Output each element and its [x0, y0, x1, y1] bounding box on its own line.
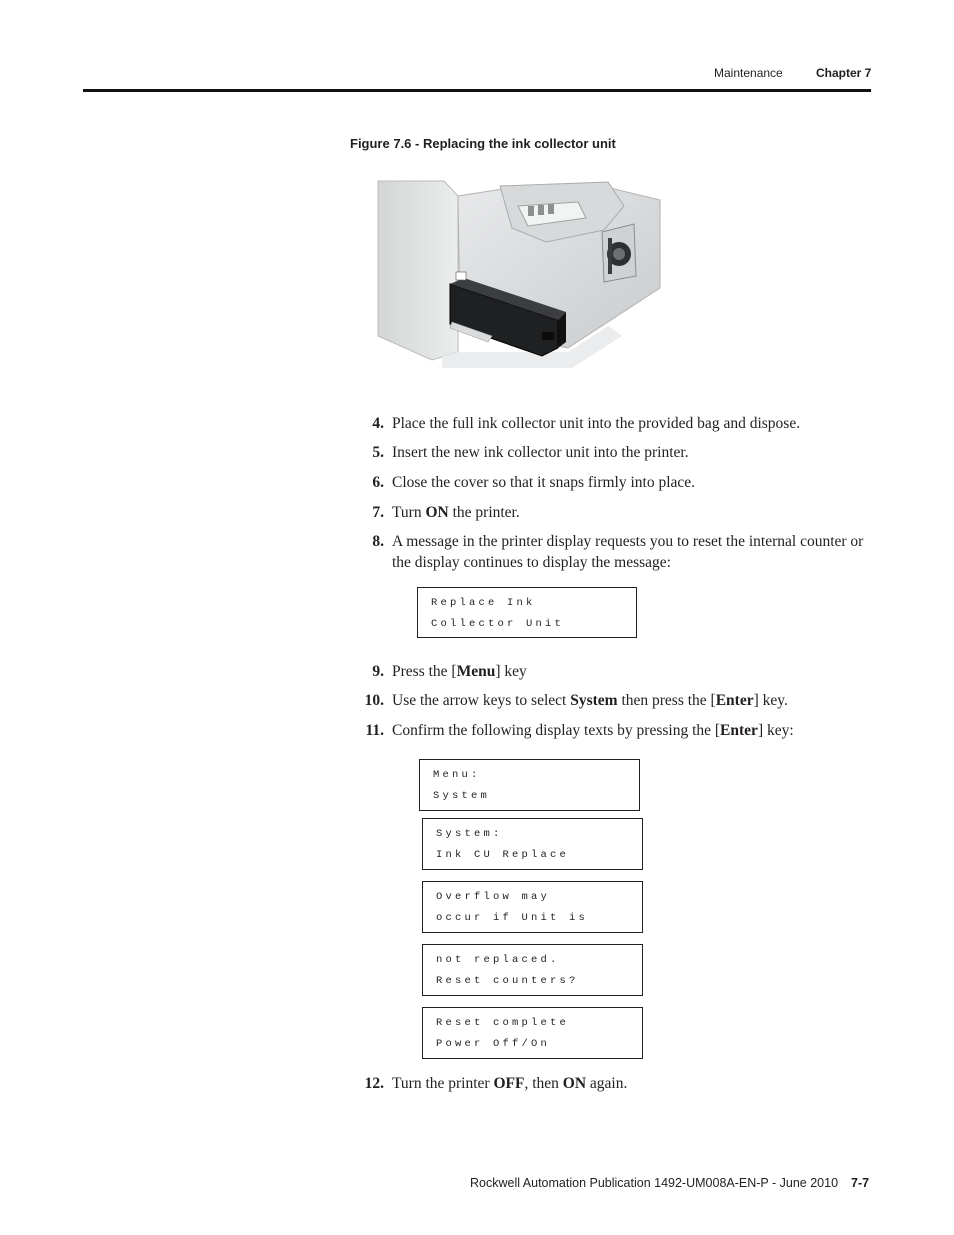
step-text-run: A message in the printer display requests you to reset the internal counter or the display continues to display the message:: [392, 533, 864, 571]
figure-caption: Figure 7.6 - Replacing the ink collector unit: [350, 136, 616, 151]
display-ink-cu-replace: [422, 818, 643, 870]
display-overflow-warning: [422, 881, 643, 933]
step-text: [392, 690, 870, 711]
bold-keyword: System: [570, 692, 618, 709]
page-number: 7-7: [851, 1176, 870, 1190]
step-text: [392, 661, 870, 682]
step-11: [365, 720, 870, 741]
step-text: [392, 413, 870, 434]
step-10: [364, 690, 870, 711]
step-5: [372, 442, 870, 463]
step-text: [392, 1073, 870, 1094]
display-reset-complete: [422, 1007, 643, 1059]
printer-ink-collector-photo: [372, 176, 668, 376]
display-line-2: Reset counters?: [436, 975, 579, 987]
step-number: 5.: [372, 444, 384, 461]
step-7: [372, 502, 870, 523]
step-text-run: Place the full ink collector unit into the provided bag and dispose.: [392, 415, 801, 432]
step-text: [392, 531, 870, 573]
step-text-run: Insert the new ink collector unit into the printer.: [392, 444, 689, 461]
step-4: [372, 413, 870, 434]
bold-keyword: Enter: [720, 722, 758, 739]
step-text-run: Confirm the following display texts by pressing the [: [392, 722, 721, 739]
step-number: 6.: [372, 474, 384, 491]
display-line-2: Ink CU Replace: [436, 849, 570, 861]
step-8: [372, 531, 870, 573]
display-line-2: occur if Unit is: [436, 912, 589, 924]
bold-keyword: Enter: [715, 692, 754, 709]
display-line-1: not replaced.: [436, 954, 560, 966]
display-line-2: Collector Unit: [431, 618, 565, 630]
step-text-run: ] key.: [753, 692, 788, 709]
bold-keyword: ON: [562, 1075, 587, 1092]
display-menu-system: [419, 759, 640, 811]
step-number: 7.: [372, 504, 384, 521]
step-number: 4.: [372, 415, 384, 432]
display-line-1: Reset complete: [436, 1017, 570, 1029]
bold-keyword: OFF: [493, 1075, 525, 1092]
header-rule: [83, 89, 871, 92]
display-line-2: System: [433, 790, 491, 802]
bold-keyword: Menu: [456, 663, 496, 680]
step-text-run: Turn the printer: [392, 1075, 494, 1092]
step-9: [372, 661, 870, 682]
step-text-run: Turn: [392, 504, 426, 521]
display-line-1: Overflow may: [436, 891, 551, 903]
step-text-run: then press the [: [617, 692, 716, 709]
display-line-1: Menu:: [433, 769, 481, 781]
step-text-run: , then: [524, 1075, 563, 1092]
step-number: 11.: [365, 722, 384, 739]
step-text-run: ] key:: [757, 722, 794, 739]
step-text-run: ] key: [495, 663, 527, 680]
step-text: [392, 472, 870, 493]
footer-publication: Rockwell Automation Publication 1492-UM008A-EN-P - June 2010: [470, 1176, 839, 1190]
step-number: 9.: [372, 663, 384, 680]
header-chapter: Chapter 7: [816, 66, 872, 80]
step-number: 10.: [364, 692, 384, 709]
step-number: 8.: [372, 533, 384, 550]
step-6: [372, 472, 870, 493]
header-section: Maintenance: [714, 66, 783, 80]
step-text: [392, 502, 870, 523]
display-reset-counters: [422, 944, 643, 996]
step-text: [392, 442, 870, 463]
display-line-1: Replace Ink: [431, 597, 536, 609]
step-text-run: the printer.: [448, 504, 520, 521]
step-text-run: Press the [: [392, 663, 457, 680]
display-replace-ink: [417, 587, 637, 638]
step-text-run: Close the cover so that it snaps firmly into place.: [392, 474, 696, 491]
bold-keyword: ON: [425, 504, 449, 521]
display-line-2: Power Off/On: [436, 1038, 551, 1050]
step-text: [392, 720, 870, 741]
display-line-1: System:: [436, 828, 503, 840]
step-text-run: again.: [586, 1075, 628, 1092]
step-number: 12.: [364, 1075, 384, 1092]
step-12: [364, 1073, 870, 1094]
step-text-run: Use the arrow keys to select: [392, 692, 571, 709]
